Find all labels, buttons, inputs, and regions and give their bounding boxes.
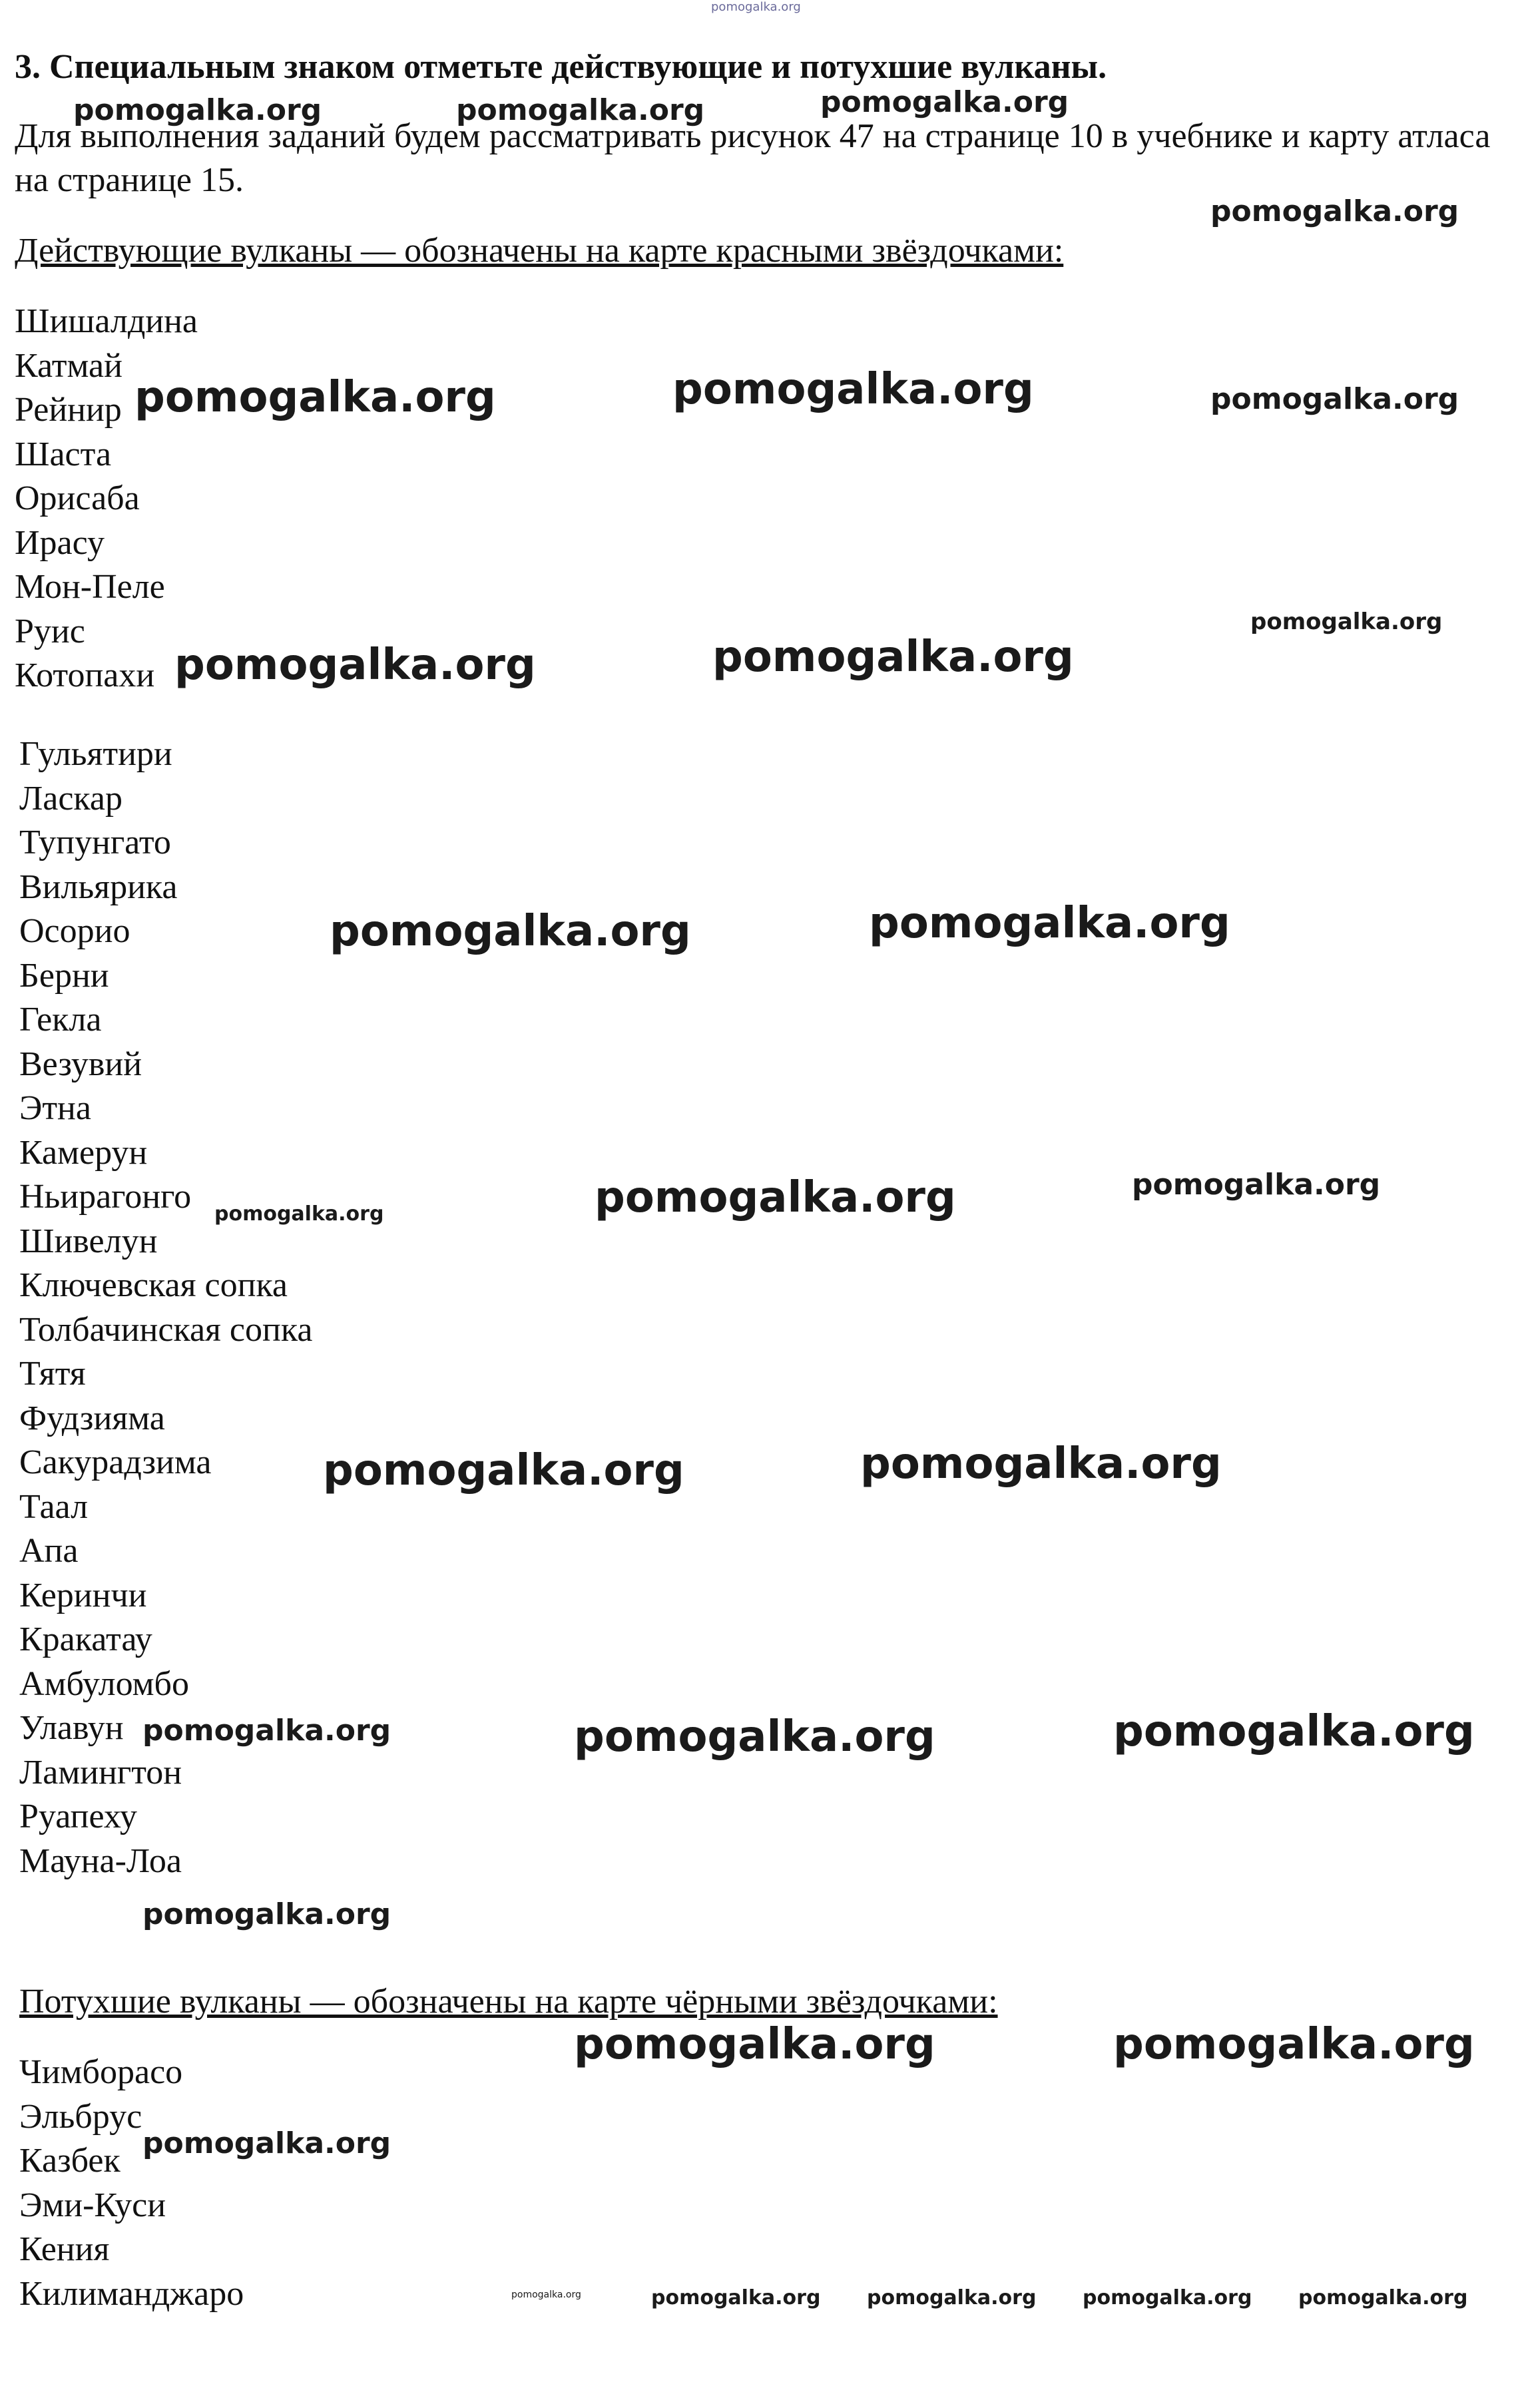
watermark-text: pomogalka.org <box>1083 2286 1252 2309</box>
watermark-text: pomogalka.org <box>860 1439 1222 1489</box>
list-item: Эми-Куси <box>19 2186 166 2224</box>
list-item: Сакурадзима <box>19 1443 212 1481</box>
list-item: Руапеху <box>19 1798 137 1835</box>
list-item: Шивелун <box>19 1222 158 1260</box>
watermark-text: pomogalka.org <box>134 373 496 422</box>
watermark-text: pomogalka.org <box>323 1446 684 1495</box>
list-item: Камерун <box>19 1133 148 1172</box>
list-item: Котопахи <box>15 656 155 694</box>
list-item: Ньирагонго <box>19 1178 192 1216</box>
list-item: Ламингтон <box>19 1753 182 1792</box>
list-item: Везувий <box>19 1045 142 1083</box>
watermark-text: pomogalka.org <box>574 1712 935 1762</box>
list-item: Казбек <box>19 2142 121 2180</box>
watermark-text: pomogalka.org <box>1132 1168 1381 1202</box>
list-item: Апа <box>19 1532 79 1570</box>
list-item: Шишалдина <box>15 302 198 340</box>
list-item: Толбачинская сопка <box>19 1310 313 1349</box>
watermark-text: pomogalka.org <box>1298 2286 1468 2309</box>
list-item: Осорио <box>19 912 130 950</box>
watermark-text: pomogalka.org <box>1210 194 1459 228</box>
watermark-text: pomogalka.org <box>214 1202 384 1226</box>
list-item: Чимборасо <box>19 2053 183 2091</box>
watermark-text: pomogalka.org <box>595 1173 956 1222</box>
watermark-text: pomogalka.org <box>672 365 1034 414</box>
list-item: Берни <box>19 956 109 995</box>
watermark-text: pomogalka.org <box>712 632 1074 682</box>
watermark-text: pomogalka.org <box>1113 2020 1475 2069</box>
list-item: Вильярика <box>19 867 178 906</box>
watermark-text: pomogalka.org <box>651 2286 821 2309</box>
list-item: Мауна-Лоа <box>19 1841 182 1880</box>
watermark-text: pomogalka.org <box>511 2289 581 2300</box>
watermark-text: pomogalka.org <box>1113 1707 1475 1756</box>
watermark-text: pomogalka.org <box>574 2020 935 2069</box>
list-item: Гекла <box>19 1001 102 1039</box>
watermark-text: pomogalka.org <box>1210 382 1459 416</box>
list-item: Керинчи <box>19 1576 147 1614</box>
task-heading: 3. Специальным знаком отметьте действующие и потухшие вулканы. <box>15 48 1107 86</box>
active-volcanoes-list-2 <box>19 732 312 1883</box>
list-item: Катмай <box>15 346 123 385</box>
list-item: Ласкар <box>19 779 123 818</box>
task-intro: Для выполнения заданий будем рассматривать рисунок 47 на странице 10 в учебнике и карту атласа на странице 15. <box>15 117 1491 199</box>
watermark-text: pomogalka.org <box>73 93 322 127</box>
active-volcanoes-title: Действующие вулканы — обозначены на карте красными звёздочками: <box>15 232 1064 270</box>
list-item: Гульятири <box>19 735 172 773</box>
active-volcanoes-list-1 <box>15 300 198 698</box>
watermark-text: pomogalka.org <box>174 640 536 690</box>
list-item: Амбуломбо <box>19 1664 189 1703</box>
list-item: Кракатау <box>19 1620 152 1658</box>
watermark-text: pomogalka.org <box>330 907 691 956</box>
list-item: Ирасу <box>15 523 105 562</box>
watermark-text: pomogalka.org <box>142 2126 391 2160</box>
list-item: Таал <box>19 1487 89 1526</box>
list-item: Эльбрус <box>19 2097 142 2136</box>
watermark-text: pomogalka.org <box>867 2286 1037 2309</box>
list-item: Этна <box>19 1089 91 1127</box>
extinct-volcanoes-title: Потухшие вулканы — обозначены на карте чёрными звёздочками: <box>19 1983 998 2021</box>
list-item: Улавун <box>19 1709 124 1747</box>
list-item: Тятя <box>19 1355 86 1393</box>
watermark-text: pomogalka.org <box>1250 608 1443 635</box>
list-item: Тупунгато <box>19 824 171 861</box>
list-item: Фудзияма <box>19 1399 165 1437</box>
watermark-text: pomogalka.org <box>711 0 801 14</box>
list-item: Шаста <box>15 435 112 473</box>
list-item: Руис <box>15 612 85 650</box>
watermark-text: pomogalka.org <box>820 85 1069 119</box>
watermark-text: pomogalka.org <box>869 899 1230 948</box>
watermark-text: pomogalka.org <box>456 93 705 127</box>
list-item: Рейнир <box>15 391 122 429</box>
list-item: Мон-Пеле <box>15 568 165 606</box>
list-item: Орисаба <box>15 479 140 517</box>
list-item: Ключевская сопка <box>19 1266 288 1304</box>
watermark-text: pomogalka.org <box>142 1714 391 1748</box>
watermark-text: pomogalka.org <box>142 1897 391 1931</box>
list-item: Кения <box>19 2230 110 2268</box>
list-item: Килиманджаро <box>19 2274 244 2313</box>
extinct-volcanoes-list <box>19 2050 244 2316</box>
